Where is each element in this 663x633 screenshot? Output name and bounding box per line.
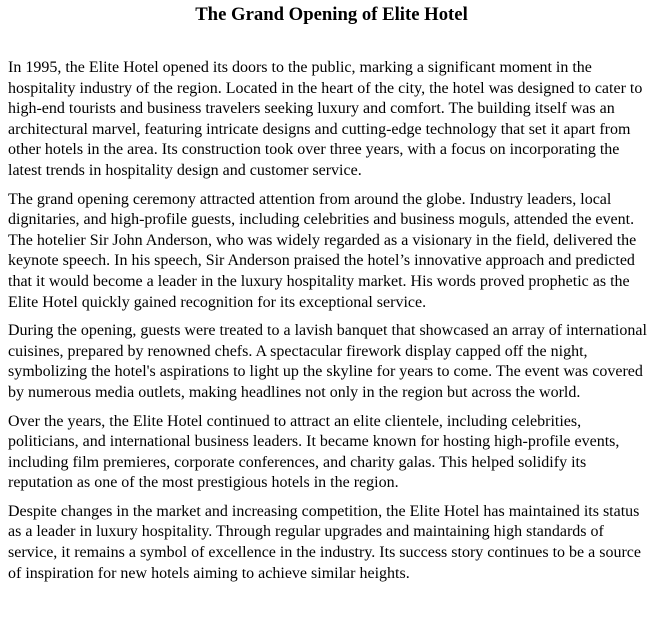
paragraph-legacy: Despite changes in the market and increasing competition, the Elite Hotel has maintained its status as a leader in luxury hospitality. Through regular upgrades and maintaining high standards of service, it remains a symbol of excellence in the industry. Its success story continues to be a source of inspiration for new hotels aiming to achieve similar heights. [8, 502, 641, 582]
paragraph-banquet-fireworks: During the opening, guests were treated to a lavish banquet that showcased an array of international cuisines, prepared by renowned chefs. A spectacular firework display capped off the night, symbolizing the hotel's aspirations to light up the skyline for years to come. The event was covered by numerous media outlets, making headlines not only in the region but across the world. [8, 322, 647, 401]
paragraph-elite-clientele: Over the years, the Elite Hotel continued to attract an elite clientele, including celebrities, politicians, and international business leaders. It became known for hosting high-profile events, including film premieres, corporate conferences, and charity galas. This helped solidify its reputation as one of the most prestigious hotels in the region. [8, 412, 620, 492]
document-page [0, 4, 663, 584]
paragraph-introduction: In 1995, the Elite Hotel opened its doors to the public, marking a significant moment in the hospitality industry of the region. Located in the heart of the city, the hotel was designed to cater to high-end tourists and business travelers seeking luxury and comfort. The building itself was an architectural marvel, featuring intricate designs and cutting-edge technology that set it apart from other hotels in the area. Its construction took over three years, with a focus on incorporating the latest trends in hospitality design and customer service. [8, 59, 643, 179]
document-title: The Grand Opening of Elite Hotel [195, 4, 468, 25]
paragraph-opening-ceremony: The grand opening ceremony attracted attention from around the globe. Industry leaders, local dignitaries, and high-profile guests, including celebrities and business moguls, attended the event. The hotelier Sir John Anderson, who was widely regarded as a visionary in the field, delivered the keynote speech. In his speech, Sir Anderson praised the hotel’s innovative approach and predicted that it would become a leader in the luxury hospitality market. His words proved prophetic as the Elite Hotel quickly gained recognition for its exceptional service. [8, 190, 637, 311]
